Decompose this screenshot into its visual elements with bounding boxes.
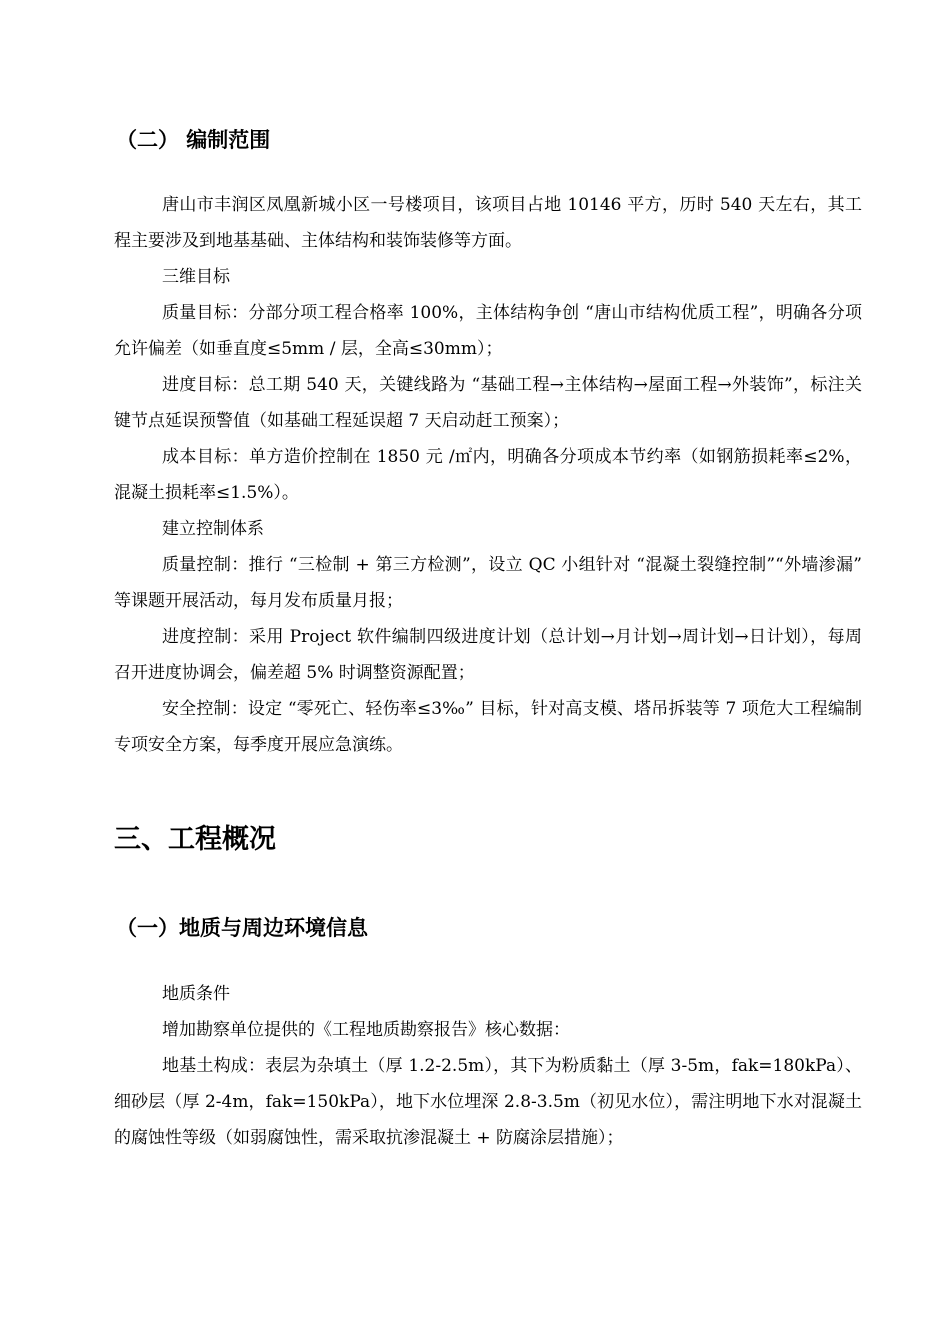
cost-goal-paragraph: 成本目标：单方造价控制在 1850 元 /㎡内，明确各分项成本节约率（如钢筋损耗率≤2%，混凝土损耗率≤1.5%）。 — [114, 447, 862, 503]
schedule-control-paragraph: 进度控制：采用 Project 软件编制四级进度计划（总计划→月计划→周计划→日计划），每周召开进度协调会，偏差超 5% 时调整资源配置； — [114, 627, 862, 683]
soil-composition-paragraph: 地基土构成：表层为杂填土（厚 1.2-2.5m），其下为粉质黏土（厚 3-5m，fak=180kPa）、细砂层（厚 2-4m，fak=150kPa），地下水位埋深 2.8-3.5m（初见水位），需注明地下水对混凝土的腐蚀性等级（如弱腐蚀性，需采取抗渗混凝土 + 防腐涂层措施）； — [114, 1056, 862, 1148]
safety-control-paragraph: 安全控制：设定 “零死亡、轻伤率≤3‰” 目标，针对高支模、塔吊拆装等 7 项危大工程编制专项安全方案，每季度开展应急演练。 — [114, 699, 862, 755]
chapter-heading-overview: 三、工程概况 — [114, 824, 276, 855]
geology-report-intro: 增加勘察单位提供的《工程地质勘察报告》核心数据： — [162, 1020, 570, 1040]
three-goals-label: 三维目标 — [162, 267, 230, 287]
section-heading-geology: （一）地质与周边环境信息 — [116, 916, 368, 940]
schedule-goal-paragraph: 进度目标：总工期 540 天，关键线路为 “基础工程→主体结构→屋面工程→外装饰”，标注关键节点延误预警值（如基础工程延误超 7 天启动赶工预案）； — [114, 375, 862, 431]
geology-conditions-label: 地质条件 — [162, 984, 230, 1004]
control-system-label: 建立控制体系 — [162, 519, 264, 539]
quality-control-paragraph: 质量控制：推行 “三检制 + 第三方检测”，设立 QC 小组针对 “混凝土裂缝控制”“外墙渗漏” 等课题开展活动，每月发布质量月报； — [114, 555, 862, 611]
scope-intro-paragraph: 唐山市丰润区凤凰新城小区一号楼项目，该项目占地 10146 平方，历时 540 天左右，其工程主要涉及到地基基础、主体结构和装饰装修等方面。 — [114, 195, 862, 251]
section-heading-scope: （二） 编制范围 — [116, 128, 271, 152]
quality-goal-paragraph: 质量目标：分部分项工程合格率 100%，主体结构争创 “唐山市结构优质工程”，明确各分项允许偏差（如垂直度≤5mm / 层，全高≤30mm）； — [114, 303, 862, 359]
